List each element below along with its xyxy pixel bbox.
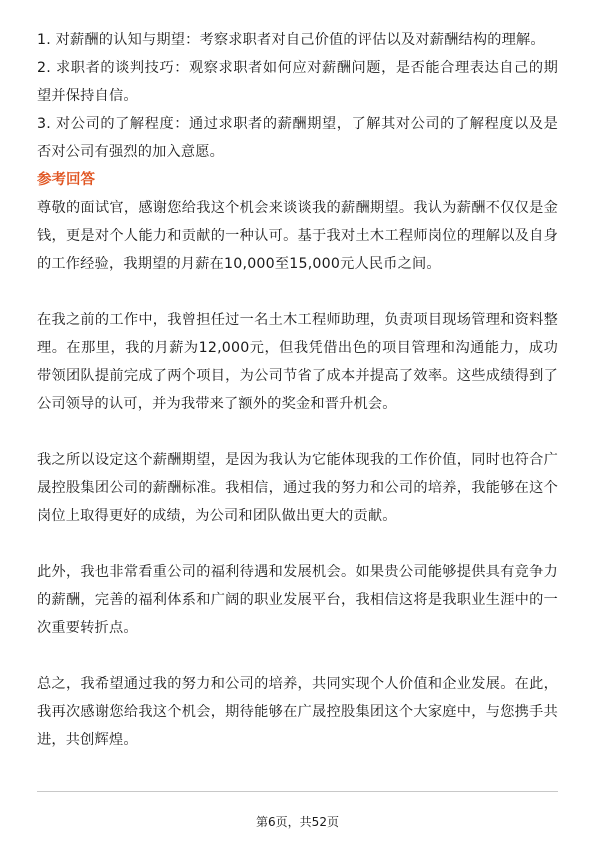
paragraph-gap [37, 530, 558, 558]
page-number: 第6页，共52页 [256, 815, 339, 829]
answer-paragraph-5: 总之，我希望通过我的努力和公司的培养，共同实现个人价值和企业发展。在此，我再次感谢您给我这个机会，期待能够在广晟控股集团这个大家庭中，与您携手共进，共创辉煌。 [37, 676, 558, 748]
answer-paragraph-1: 尊敬的面试官，感谢您给我这个机会来谈谈我的薪酬期望。我认为薪酬不仅仅是金钱，更是对个人能力和贡献的一种认可。基于我对土木工程师岗位的理解以及自身的工作经验，我期望的月薪在10,000至15,000元人民币之间。 [37, 200, 558, 272]
document-body [37, 26, 558, 754]
answer-paragraph-4: 此外，我也非常看重公司的福利待遇和发展机会。如果贵公司能够提供具有竞争力的薪酬，完善的福利体系和广阔的职业发展平台，我相信这将是我职业生涯中的一次重要转折点。 [37, 564, 558, 636]
answer-paragraph-3: 我之所以设定这个薪酬期望，是因为我认为它能体现我的工作价值，同时也符合广晟控股集团公司的薪酬标准。我相信，通过我的努力和公司的培养，我能够在这个岗位上取得更好的成绩，为公司和团队做出更大的贡献。 [37, 452, 558, 524]
evaluation-point-1: 1. 对薪酬的认知与期望：考察求职者对自己价值的评估以及对薪酬结构的理解。 [37, 32, 545, 48]
paragraph-gap [37, 642, 558, 670]
evaluation-point-2: 2. 求职者的谈判技巧：观察求职者如何应对薪酬问题，是否能合理表达自己的期望并保持自信。 [37, 60, 558, 104]
evaluation-point-3: 3. 对公司的了解程度：通过求职者的薪酬期望，了解其对公司的了解程度以及是否对公司有强烈的加入意愿。 [37, 116, 558, 160]
paragraph-gap [37, 418, 558, 446]
reference-answer-heading: 参考回答 [37, 172, 95, 188]
footer-divider [37, 791, 558, 792]
paragraph-gap [37, 278, 558, 306]
answer-paragraph-2: 在我之前的工作中，我曾担任过一名土木工程师助理，负责项目现场管理和资料整理。在那里，我的月薪为12,000元，但我凭借出色的项目管理和沟通能力，成功带领团队提前完成了两个项目，为公司节省了成本并提高了效率。这些成绩得到了公司领导的认可，并为我带来了额外的奖金和晋升机会。 [37, 312, 558, 412]
